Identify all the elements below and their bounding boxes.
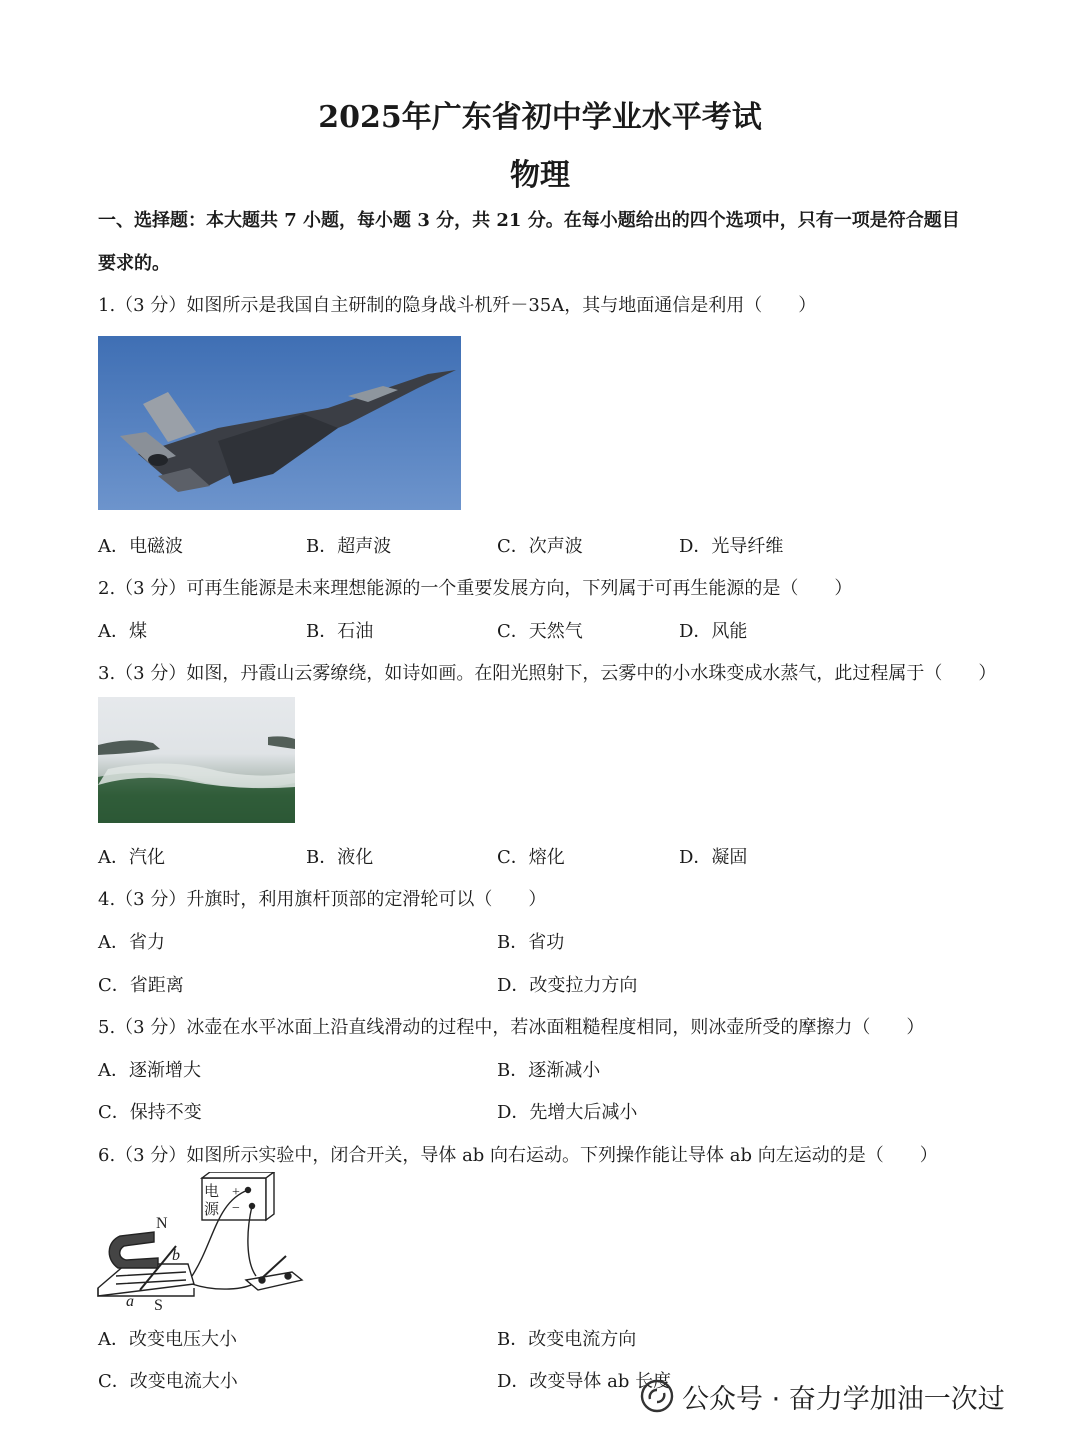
n-pole-label: N [156,1215,168,1232]
exam-title: 2025年广东省初中学业水平考试 [318,100,762,135]
power-label-2: 源 [204,1202,220,1218]
q5-option-b: B．逐渐减小 [497,1060,601,1081]
s-pole-label: S [154,1297,163,1314]
q2-option-a: A．煤 [98,621,147,642]
section-heading-line2: 要求的。 [98,253,170,274]
q6-option-b: B．改变电流方向 [497,1329,637,1350]
b-end-label: b [172,1247,180,1264]
q4-option-c: C．省距离 [98,975,184,996]
watermark-text: 公众号 · 奋力学加油一次过 [682,1383,1005,1415]
q6-option-a: A．改变电压大小 [98,1329,237,1350]
q3-option-c: C．熔化 [497,847,565,868]
fighter-jet-photo [98,336,461,510]
section-heading-line1: 一、选择题：本大题共 7 小题，每小题 3 分，共 21 分。在每小题给出的四个选项中，只有一项是符合题目 [98,210,960,231]
q2-option-b: B．石油 [306,621,374,642]
q1-option-c: C．次声波 [497,536,583,557]
q5-option-d: D．先增大后减小 [497,1102,638,1123]
q2-option-d: D．风能 [679,621,748,642]
q1-option-a: A．电磁波 [98,536,183,557]
q4-option-d: D．改变拉力方向 [497,975,638,996]
exam-subject: 物理 [510,158,570,193]
question-4-stem: 4.（3 分）升旗时，利用旗杆顶部的定滑轮可以（ ） [98,889,547,910]
q6-option-c: C．改变电流大小 [98,1371,238,1392]
wechat-watermark [640,1376,1005,1416]
a-end-label: a [126,1293,134,1310]
wechat-account-icon [640,1379,674,1413]
q5-option-c: C．保持不变 [98,1102,202,1123]
q5-option-a: A．逐渐增大 [98,1060,201,1081]
question-6-stem: 6.（3 分）如图所示实验中，闭合开关，导体 ab 向右运动。下列操作能让导体 ab 向左运动的是（ ） [98,1145,938,1166]
q1-option-d: D．光导纤维 [679,536,784,557]
q3-option-b: B．液化 [306,847,374,868]
q2-option-c: C．天然气 [497,621,583,642]
danxia-mountain-cloud-photo [98,697,295,823]
q3-option-d: D．凝固 [679,847,748,868]
question-1-stem: 1.（3 分）如图所示是我国自主研制的隐身战斗机歼－35A，其与地面通信是利用（ ） [98,295,817,316]
q4-option-a: A．省力 [98,932,165,953]
q6-option-d: D．改变导体 ab 长度 [497,1371,672,1392]
electromagnetic-circuit-diagram [96,1172,306,1314]
question-2-stem: 2.（3 分）可再生能源是未来理想能源的一个重要发展方向，下列属于可再生能源的是（ ） [98,578,853,599]
question-3-stem: 3.（3 分）如图，丹霞山云雾缭绕，如诗如画。在阳光照射下，云雾中的小水珠变成水蒸气，此过程属于（ ） [98,663,997,684]
q1-option-b: B．超声波 [306,536,392,557]
plus-label: + [232,1185,240,1200]
power-label-1: 电 [204,1184,220,1200]
question-5-stem: 5.（3 分）冰壶在水平冰面上沿直线滑动的过程中，若冰面粗糙程度相同，则冰壶所受的摩擦力（ ） [98,1017,925,1038]
q3-option-a: A．汽化 [98,847,165,868]
q4-option-b: B．省功 [497,932,565,953]
minus-label: − [232,1201,240,1216]
